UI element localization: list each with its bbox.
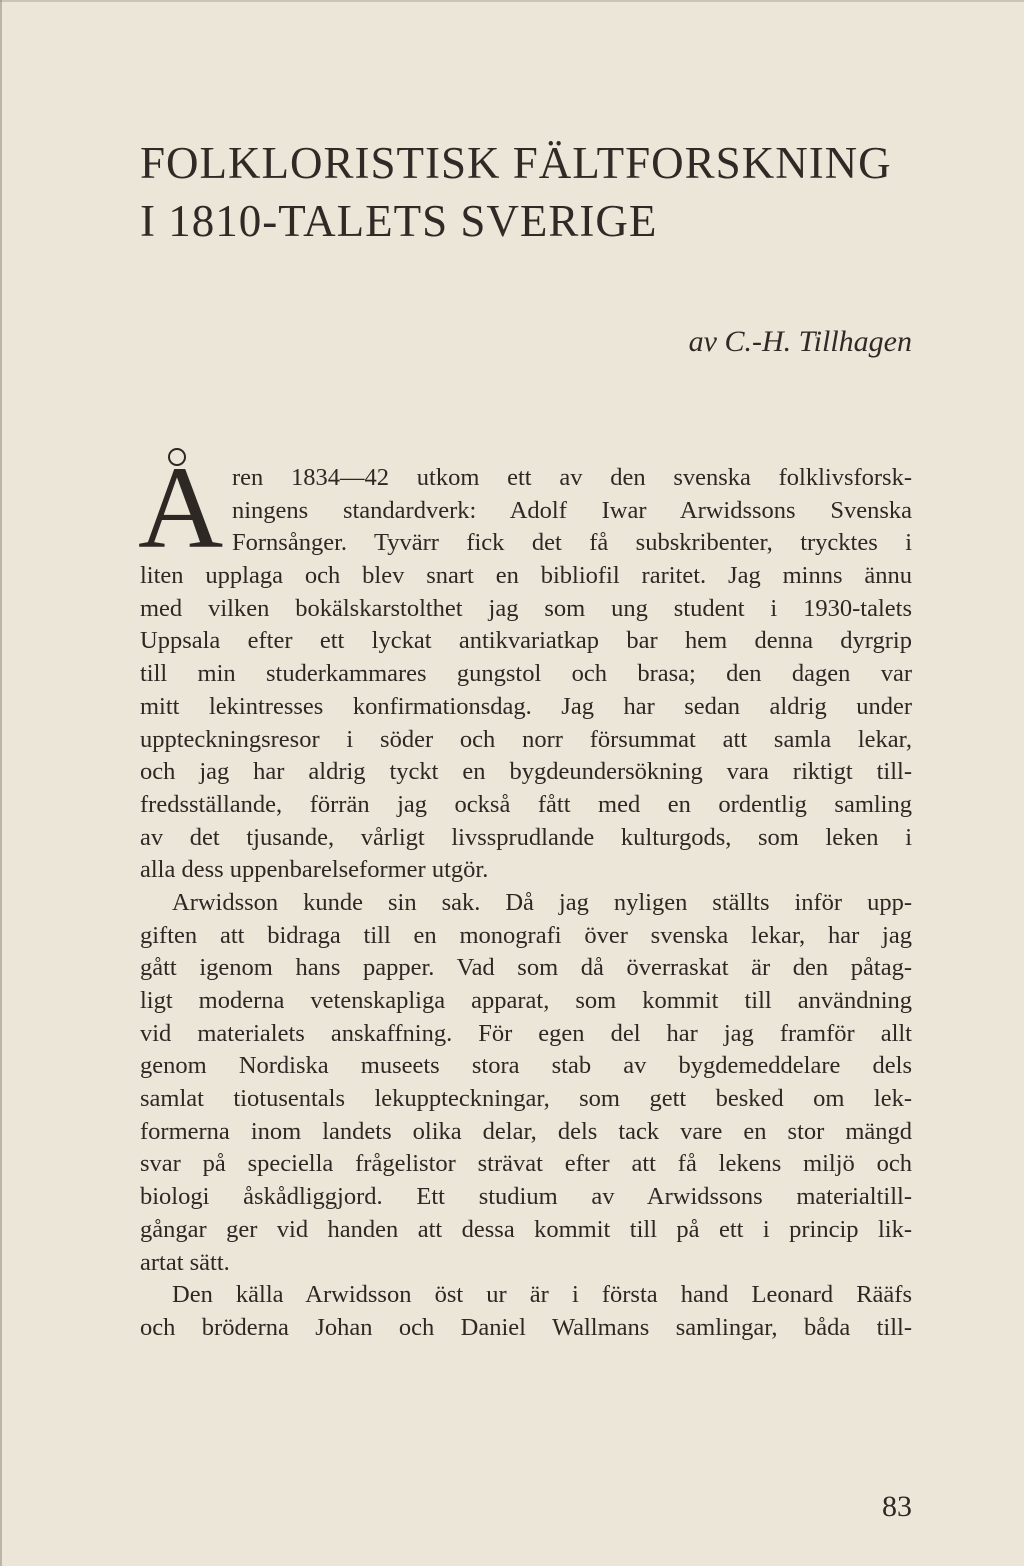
body-line: av det tjusande, vårligt livssprudlande kulturgods, som leken i bbox=[140, 823, 912, 851]
page-edge-top bbox=[0, 0, 1024, 2]
body-line: Fornsånger. Tyvärr fick det få subskribenter, trycktes i bbox=[232, 529, 912, 557]
body-line: Arwidsson kunde sin sak. Då jag nyligen ställts inför upp- bbox=[172, 888, 912, 916]
body-line: biologi åskådliggjord. Ett studium av Arwidssons materialtill- bbox=[140, 1183, 912, 1211]
body-line: formerna inom landets olika delar, dels tack vare en stor mängd bbox=[140, 1117, 912, 1145]
body-line: gått igenom hans papper. Vad som då överraskat är den påtag- bbox=[140, 954, 912, 982]
body-line: Uppsala efter ett lyckat antikvariatkap bar hem denna dyrgrip bbox=[140, 627, 912, 655]
body-line: genom Nordiska museets stora stab av bygdemeddelare dels bbox=[140, 1052, 912, 1080]
page-number: 83 bbox=[882, 1490, 912, 1523]
page-edge-left bbox=[0, 0, 2, 1566]
body-line: alla dess uppenbarelseformer utgör. bbox=[140, 856, 489, 884]
body-line: mitt lekintresses konfirmationsdag. Jag har sedan aldrig under bbox=[140, 692, 912, 720]
body-line: ningens standardverk: Adolf Iwar Arwidssons Svenska bbox=[232, 496, 912, 524]
body-line: liten upplaga och blev snart en bibliofil raritet. Jag minns ännu bbox=[140, 562, 912, 590]
body-line: artat sätt. bbox=[140, 1248, 230, 1276]
article-title bbox=[140, 134, 940, 250]
body-line: till min studerkammares gungstol och brasa; den dagen var bbox=[140, 660, 912, 688]
body-line: med vilken bokälskarstolthet jag som ung student i 1930-talets bbox=[140, 594, 912, 622]
body-line: gångar ger vid handen att dessa kommit till på ett i princip lik- bbox=[140, 1215, 912, 1243]
body-line: ligt moderna vetenskapliga apparat, som kommit till användning bbox=[140, 987, 912, 1014]
body-line: vid materialets anskaffning. För egen del har jag framför allt bbox=[140, 1019, 912, 1047]
body-line: samlat tiotusentals lekuppteckningar, som gett besked om lek- bbox=[140, 1085, 912, 1113]
body-line: giften att bidraga till en monografi över svenska lekar, har jag bbox=[140, 921, 912, 949]
body-line: svar på speciella frågelistor strävat efter att få lekens miljö och bbox=[140, 1150, 912, 1178]
drop-cap-letter: A bbox=[138, 442, 224, 573]
article-body bbox=[140, 462, 912, 1345]
title-line-1: FOLKLORISTISK FÄLTFORSKNING bbox=[140, 138, 892, 188]
body-line: ren 1834—42 utkom ett av den svenska folklivsforsk- bbox=[232, 464, 912, 491]
author-byline: av C.-H. Tillhagen bbox=[688, 325, 912, 358]
body-line: och bröderna Johan och Daniel Wallmans samlingar, båda till- bbox=[140, 1313, 912, 1341]
title-line-2: I 1810-TALETS SVERIGE bbox=[140, 196, 658, 246]
body-line: uppteckningsresor i söder och norr försummat att samla lekar, bbox=[140, 725, 912, 753]
body-line: fredsställande, förrän jag också fått med en ordentlig samling bbox=[140, 790, 912, 818]
body-line: Den källa Arwidsson öst ur är i första hand Leonard Rääfs bbox=[172, 1281, 912, 1309]
body-line: och jag har aldrig tyckt en bygdeundersökning vara riktigt till- bbox=[140, 758, 912, 786]
